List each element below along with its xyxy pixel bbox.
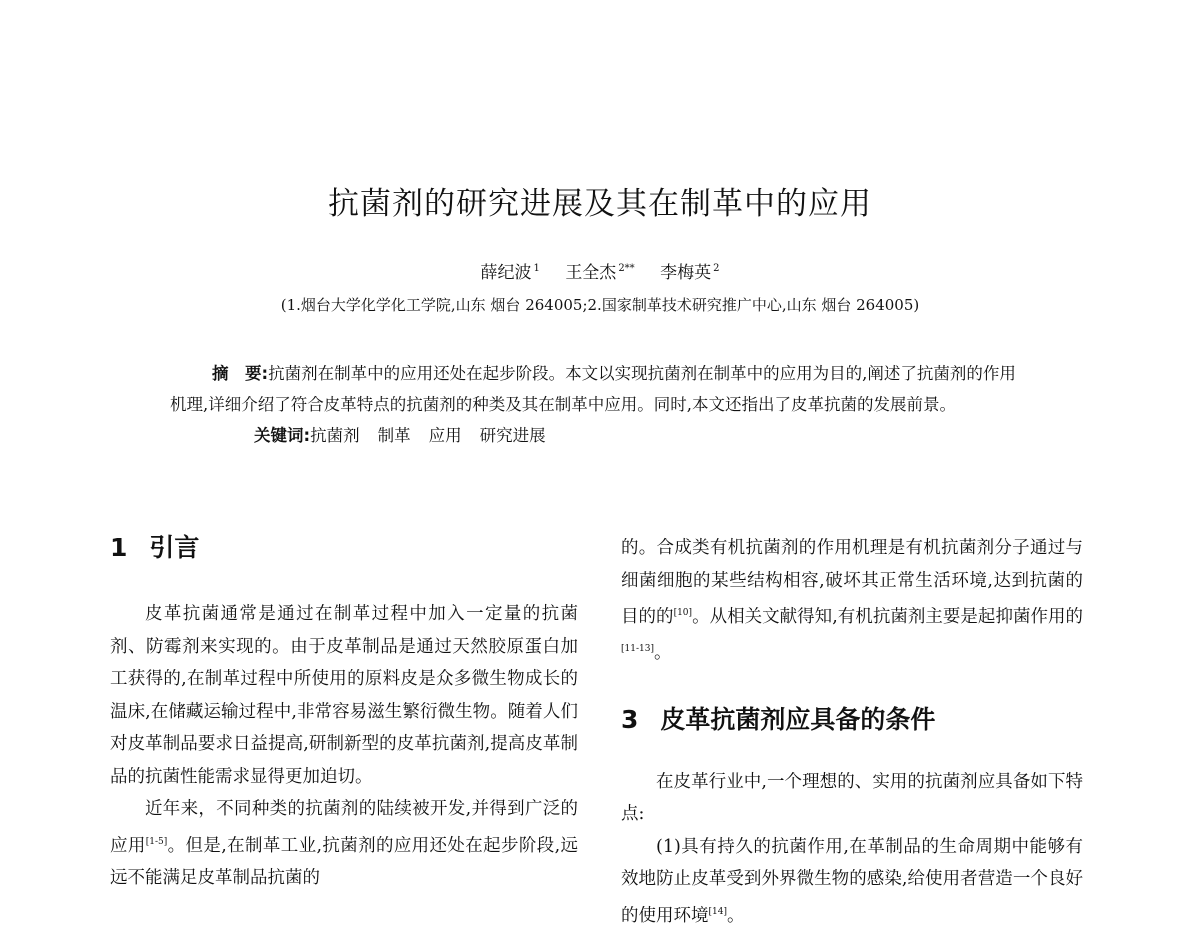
intro-paragraph-2-text-a: 近年来，不同种类的抗菌剂的陆续被开发,并得到广泛的应用	[110, 799, 578, 856]
abstract-block	[170, 358, 1030, 451]
section-1-heading	[110, 528, 578, 568]
right-column	[621, 532, 1083, 932]
keywords-line	[170, 420, 1030, 451]
author-3-name: 李梅英	[660, 263, 712, 283]
citation-1-5: [1-5]	[145, 836, 168, 847]
left-column	[110, 528, 578, 894]
affiliation: (1.烟台大学化学化工学院,山东 烟台 264005;2.国家制革技术研究推广中心,山东 烟台 264005)	[280, 296, 920, 314]
condition-item-1-text: (1)具有持久的抗菌作用,在革制品的生命周期中能够有效地防止皮革受到外界微生物的感染,给使用者营造一个良好的使用环境	[621, 836, 1083, 926]
author-list	[0, 258, 1200, 283]
keyword-1: 抗菌剂	[310, 426, 360, 445]
abstract-label: 摘 要:	[212, 364, 269, 383]
condition-item-1	[621, 831, 1083, 932]
section-1-title: 引言	[149, 533, 200, 562]
author-1-sup: 1	[533, 263, 540, 275]
condition-item-1-end: 。	[726, 905, 745, 926]
citation-14: [14]	[708, 906, 727, 917]
abstract-text: 抗菌剂在制革中的应用还处在起步阶段。本文以实现抗菌剂在制革中的应用为目的,阐述了抗菌剂的作用机理,详细介绍了符合皮革特点的抗菌剂的种类及其在制革中应用。同时,本文还指出了皮革抗菌的发展前景。	[170, 364, 1016, 414]
abstract-paragraph	[170, 358, 1030, 420]
author-2	[565, 263, 634, 283]
keywords-label: 关键词:	[254, 426, 311, 445]
keyword-3: 应用	[428, 426, 462, 445]
citation-10: [10]	[673, 608, 693, 618]
section-1-number: 1	[110, 533, 128, 562]
conditions-paragraph: 在皮革行业中,一个理想的、实用的抗菌剂应具备如下特点:	[621, 771, 1083, 825]
section-3-heading	[621, 700, 1083, 740]
mechanism-text-a: 的。合成类有机抗菌剂的作用机理是有机抗菌剂分子通过与细菌细胞的某些结构相容,破坏其正常生活环境,达到抗菌的目的的	[621, 538, 1083, 627]
keyword-2: 制革	[377, 426, 411, 445]
author-3	[660, 263, 719, 283]
citation-11-13: [11-13]	[621, 644, 654, 655]
mechanism-text-b: 。从相关文献得知,有机抗菌剂主要是起抑菌作用的	[692, 606, 1084, 627]
author-1-name: 薛纪波	[480, 263, 532, 283]
author-3-sup: 2	[713, 263, 720, 275]
section-3-title: 皮革抗菌剂应具备的条件	[660, 704, 936, 734]
intro-paragraph-2-text-b: 。但是,在制革工业,抗菌剂的应用还处在起步阶段,远远不能满足皮革制品抗菌的	[110, 835, 579, 888]
mechanism-paragraph-continued	[621, 532, 1083, 670]
author-2-name: 王全杰	[565, 263, 617, 283]
intro-paragraph-1: 皮革抗菌通常是通过在制革过程中加入一定量的抗菌剂、防霉剂来实现的。由于皮革制品是通过天然胶原蛋白加工获得的,在制革过程中所使用的原料皮是众多微生物成长的温床,在储藏运输过程中,非常容易滋生繁衍微生物。随着人们对皮革制品要求日益提高,研制新型的皮革抗菌剂,提高皮革制品的抗菌性能需求显得更加迫切。	[110, 604, 578, 787]
paper-title: 抗菌剂的研究进展及其在制革中的应用	[328, 186, 872, 222]
keyword-4: 研究进展	[479, 426, 546, 445]
author-2-sup: 2**	[618, 263, 635, 275]
author-1	[481, 263, 540, 283]
mechanism-text-c: 。	[653, 643, 672, 664]
intro-paragraph-2	[110, 793, 578, 894]
section-3-number: 3	[621, 704, 639, 734]
